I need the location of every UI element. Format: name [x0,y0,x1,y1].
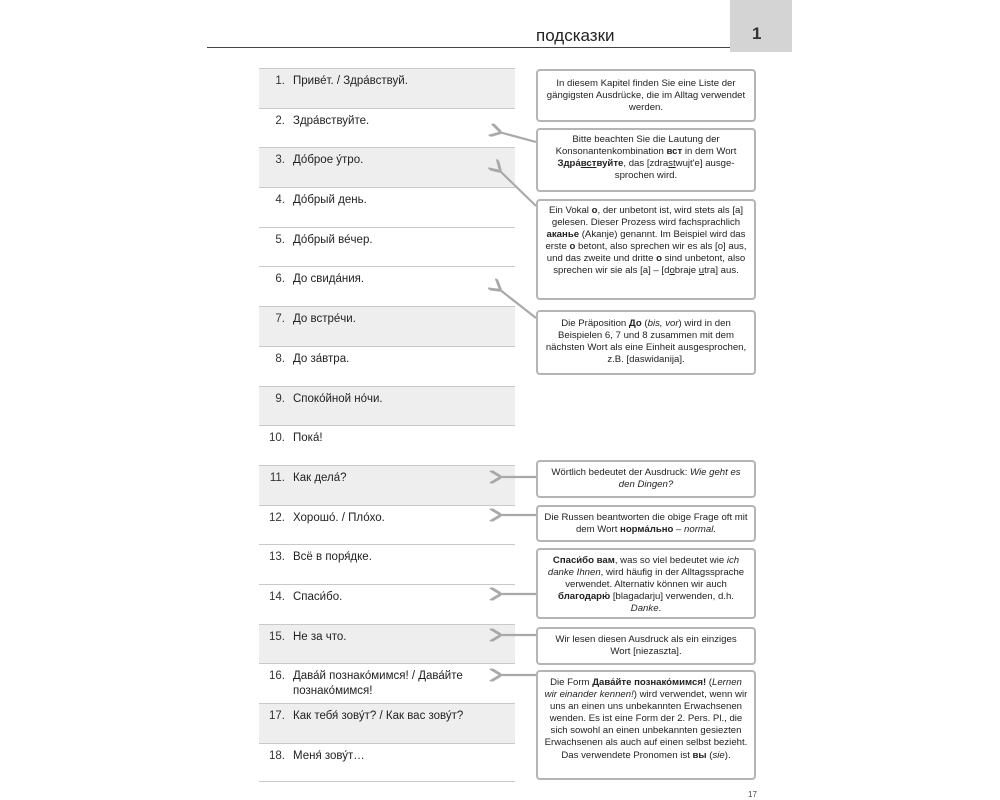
note-text: In diesem Kapitel finden Sie eine Liste der gängigsten Ausdrücke, die im Alltag verwendet werden. [546,78,746,114]
phrase-text: До за́втра. [293,352,350,365]
note-text: , wird häufig in der Alltagssprache verwendet. Alternativ können wir auch [565,567,745,591]
note-box [536,548,756,619]
note-bold: благодарю́ [558,591,611,603]
note-text: in dem Wort [682,146,737,158]
note-box [536,310,756,375]
note-text: ( [641,318,648,329]
phrase-number: 9. [275,392,285,405]
note-bold: o [569,241,576,253]
note-italic: sie [712,749,725,761]
phrase-number: 4. [275,194,285,207]
note-box [536,199,756,300]
note-text: (Akanje) genannt. Im Beispiel wird das erste [545,229,746,253]
note-text: ( [706,677,713,688]
phrase-text: Меня́ зову́т… [293,749,365,762]
note-text: wujt'e] ausgesprochen wird. [614,158,735,182]
note-italic: Danke [630,603,659,615]
note-italic: bis, vor [647,318,679,329]
phrase-number: 15. [269,630,285,643]
phrase-number: 3. [275,154,285,167]
note-bold: o [591,205,598,216]
phrase-text: Спаси́бо. [293,590,343,603]
note-box [536,69,756,122]
arrow-icon [499,132,536,142]
phrase-text: До́брый день. [293,194,367,207]
note-underline: st [668,158,676,170]
phrase-number: 1. [275,75,285,87]
note-text: , das [zdra [623,158,669,170]
note-italic: Wie geht es den Dingen? [618,467,741,491]
phrase-text: До встре́чи. [293,313,356,326]
note-text: braje [674,265,699,277]
page-number: 17 [748,790,757,799]
note-bold: o [656,253,662,265]
note-text: , der unbetont ist, wird stets als [a] gelesen. Dieser Prozess wird fachsprachlich [551,205,744,229]
phrase-text: Дава́й познако́мимся! / Дава́йте познако́мимся! [293,670,463,698]
note-bold: аканье [546,229,580,241]
note-text: Die Präposition [561,318,629,329]
note-box [536,128,756,192]
phrase-number: 11. [269,471,285,484]
note-text: Bitte beachten Sie die Lautung der Konsonantenkombination [555,134,720,158]
note-bold: Здра́ [557,158,581,170]
note-text: Die Form [550,677,593,688]
note-text: Wir lesen diesen Ausdruck als ein einziges Wort [niezaszta]. [555,634,737,658]
note-text: Wörtlich bedeutet der Ausdruck: [551,467,691,478]
phrase-text: Приве́т. / Здра́вствуй. [293,75,408,87]
note-text: . [658,603,662,615]
note-box [536,460,756,498]
note-italic: normal. [684,524,717,536]
phrase-text: До́брое у́тро. [293,154,364,167]
page-title: подсказки [536,26,615,45]
note-bold [557,158,623,169]
note-text: , was so viel bedeutet wie [614,555,727,566]
note-box [536,627,756,665]
phrase-text: Как дела́? [293,471,347,484]
note-underline: u [698,265,705,277]
note-bold: Спаси́бо вам [552,555,615,566]
phrase-text: До́брый ве́чер. [293,233,373,246]
note-italic: ich danke Ihnen [547,555,740,579]
note-text: ) wird in den Beispielen 6, 7 und 8 zusammen mit dem nächsten Wort als eine Einheit ausgesprochen, z.B. [daswidanija]. [545,318,747,366]
phrase-number: 14. [269,590,285,603]
note-text: Die Russen beantworten die obige Frage oft mit dem Wort [544,512,748,536]
phrase-text: Пока́! [293,432,323,445]
note-text: tra] aus. [704,265,739,277]
note-bold: норма́льно [620,524,674,536]
note-text: sind unbetont, also sprechen wir sie als [a] – [d [553,253,746,277]
phrase-number: 18. [269,749,285,762]
phrase-text: До свида́ния. [293,273,365,286]
note-bold: Дава́йте познако́мимся! [592,677,707,688]
note-bold: До [628,318,642,329]
chapter-number: 1 [752,24,762,43]
note-text: – [673,524,685,536]
note-text: ) wird verwendet, wenn wir uns an einen uns unbekannten Erwachsenen wenden. Es ist eine Form der 2. Pers. Pl., die sich sowohl an einen unbekannten gesiezten Erwachsenen als auch auf einen selbst bezieht. Das verwendete Pronomen ist [544,689,748,761]
phrase-text: Споко́йной но́чи. [293,392,383,405]
arrow-icon [499,170,536,206]
note-bold: вуйте [596,158,624,170]
phrase-text: Всё в поря́дке. [293,551,372,564]
note-bold: вы [692,749,707,761]
phrase-text: Как тебя́ зову́т? / Как вас зову́т? [293,710,464,722]
arrow-icon [499,289,536,318]
note-text: ). [724,749,731,761]
phrase-number: 16. [269,670,285,683]
phrase-text: Хорошо́. / Пло́хо. [293,511,385,524]
note-text: ( [706,749,713,761]
phrase-number: 12. [269,511,285,524]
note-text: Ein Vokal [548,205,592,216]
note-box [536,670,756,780]
note-text: [blagadarju] verwenden, d.h. [610,591,734,603]
note-underline: o [669,265,675,277]
phrase-text: Не за что. [293,630,347,643]
note-underline: вст [580,158,597,170]
phrase-text: Здра́вствуйте. [293,114,370,127]
note-box [536,505,756,542]
phrase-number: 8. [275,352,285,365]
phrase-number: 13. [269,551,285,564]
phrase-number: 10. [269,432,285,445]
phrase-number: 6. [275,273,285,286]
phrase-number: 2. [275,114,285,127]
note-bold: вст [666,146,683,158]
phrase-number: 17. [269,710,285,722]
note-text: betont, also sprechen wir es als [o] aus, und das zweite und dritte [546,241,747,265]
phrase-number: 7. [275,313,285,326]
phrase-number: 5. [275,233,285,246]
note-italic: Lernen wir einander kennen! [544,677,742,701]
